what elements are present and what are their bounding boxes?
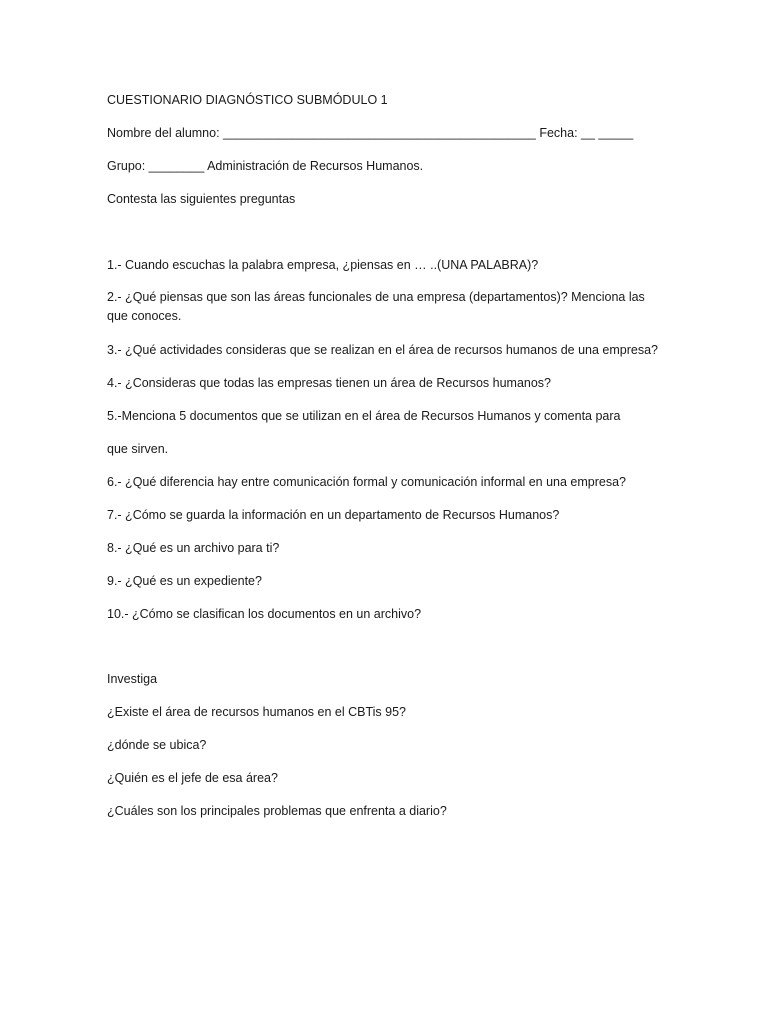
question-9: 9.- ¿Qué es un expediente? <box>107 574 262 588</box>
student-name-line: Nombre del alumno: _____________________________________________ Fecha: __ _____ <box>107 126 634 140</box>
instruction-text: Contesta las siguientes preguntas <box>107 192 296 206</box>
investigate-heading: Investiga <box>107 672 158 686</box>
question-5: 5.-Menciona 5 documentos que se utilizan en el área de Recursos Humanos y comenta para <box>107 409 621 423</box>
question-6: 6.- ¿Qué diferencia hay entre comunicación formal y comunicación informal en una empresa? <box>107 475 627 489</box>
group-line: Grupo: ________ Administración de Recursos Humanos. <box>107 159 424 173</box>
question-1: 1.- Cuando escuchas la palabra empresa, ¿piensas en … ..(UNA PALABRA)? <box>107 258 539 272</box>
question-5-continuation: que sirven. <box>107 442 169 456</box>
question-10: 10.- ¿Cómo se clasifican los documentos en un archivo? <box>107 607 422 621</box>
investigate-item-4: ¿Cuáles son los principales problemas que enfrenta a diario? <box>107 804 447 818</box>
question-3: 3.- ¿Qué actividades consideras que se realizan en el área de recursos humanos de una empresa? <box>107 343 659 357</box>
question-8: 8.- ¿Qué es un archivo para ti? <box>107 541 280 555</box>
question-2: 2.- ¿Qué piensas que son las áreas funcionales de una empresa (departamentos)? Menciona las que conoces. <box>107 290 645 323</box>
investigate-item-3: ¿Quién es el jefe de esa área? <box>107 771 278 785</box>
document-title: CUESTIONARIO DIAGNÓSTICO SUBMÓDULO 1 <box>107 93 388 107</box>
question-4: 4.- ¿Consideras que todas las empresas tienen un área de Recursos humanos? <box>107 376 552 390</box>
investigate-item-2: ¿dónde se ubica? <box>107 738 207 752</box>
investigate-item-1: ¿Existe el área de recursos humanos en el CBTis 95? <box>107 705 406 719</box>
question-7: 7.- ¿Cómo se guarda la información en un departamento de Recursos Humanos? <box>107 508 560 522</box>
